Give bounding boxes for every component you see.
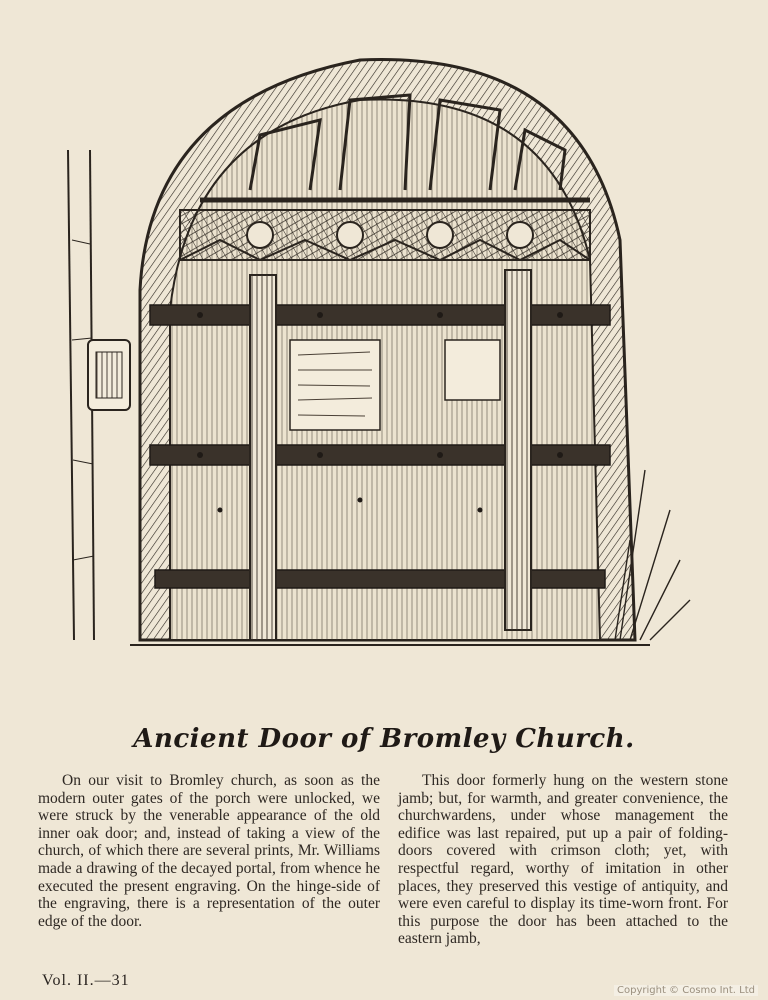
engraving-caption: Ancient Door of Bromley Church. [133, 724, 635, 754]
carved-frieze [180, 210, 590, 260]
right-column [398, 772, 728, 948]
right-paragraph: This door formerly hung on the western stone jamb; but, for warmth, and greater convenience, the churchwardens, under whose management the edifice was last repaired, put up a pair of folding-doors covered with crimson cloth; yet, with respectful regard, worthy of imitation in other places, they preserved this vestige of antiquity, and were even careful to display its time-worn front. For this purpose the door has been attached to the eastern jamb, [398, 772, 728, 948]
left-column [38, 772, 380, 930]
door-engraving [60, 40, 700, 680]
volume-footer: Vol. II.—31 [42, 972, 130, 989]
outer-jamb [68, 150, 130, 640]
copyright-watermark: Copyright © Cosmo Int. Ltd [614, 985, 758, 996]
left-paragraph: On our visit to Bromley church, as soon as the modern outer gates of the porch were unlocked, we were struck by the venerable appearance of the old inner oak door; and, instead of taking a view of the church, of which there are several prints, Mr. Williams made a drawing of the decayed portal, from whence he executed the present engraving. On the hinge-side of the engraving, there is a representation of the outer edge of the door. [38, 772, 380, 930]
